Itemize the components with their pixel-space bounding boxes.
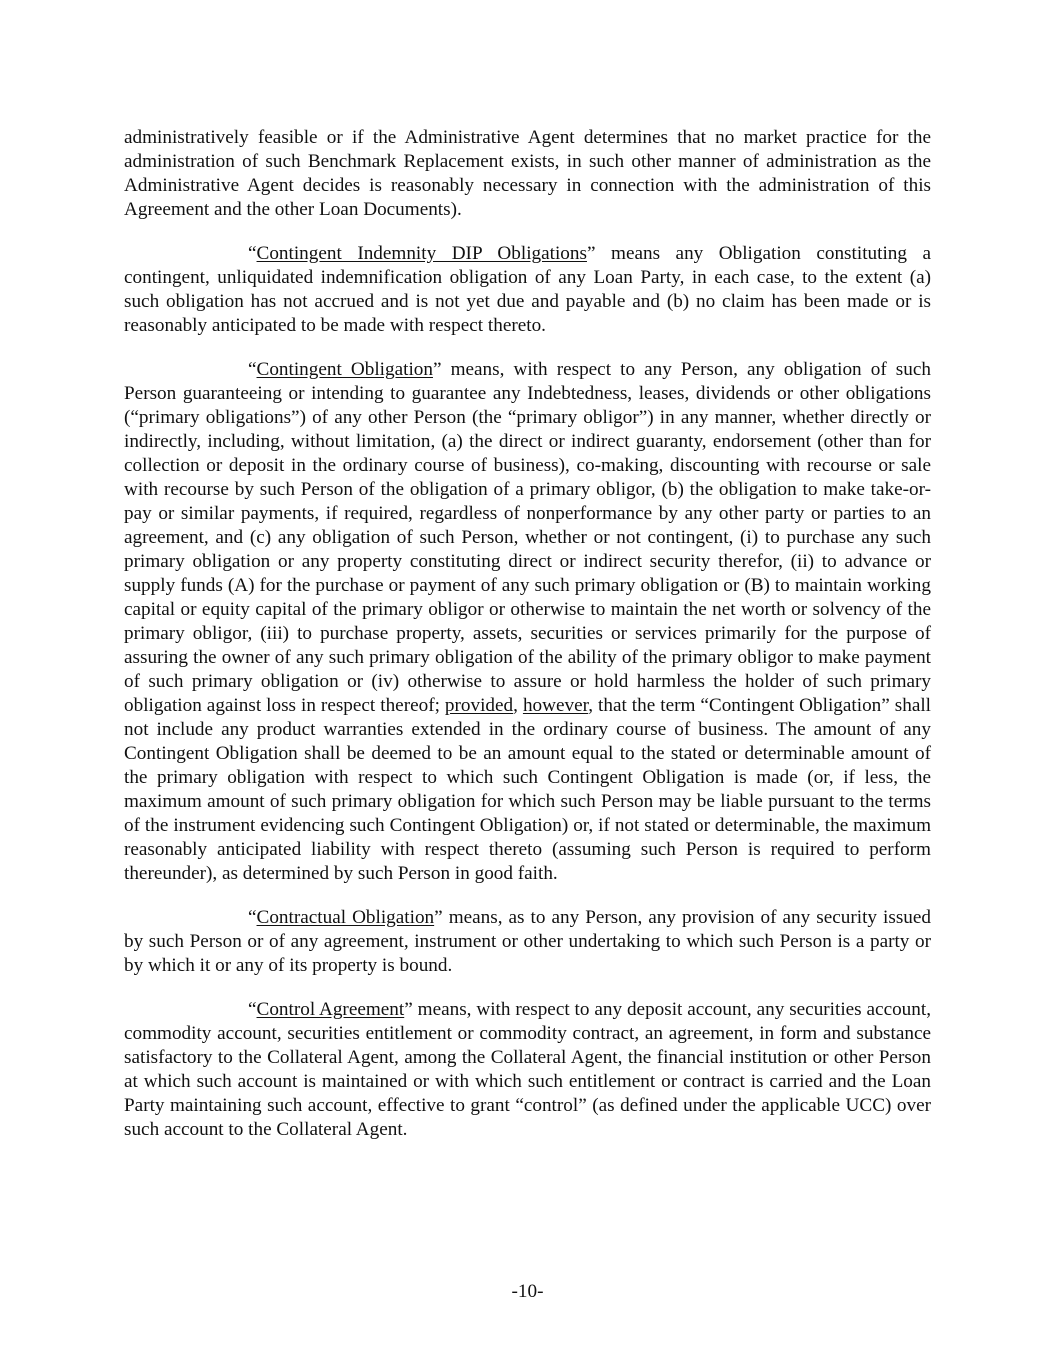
definition-text: means, with respect to any Person, any obligation of such Person guaranteeing or intending to guarantee any Indebtedness, leases, dividends or other obligations (“primary obligations”) of any other Person (the “primary obligor”) in any manner, whether directly or indirectly, including, without limitation, (a) the direct or indirect guaranty, endorsement (other than for collection or deposit in the ordinary course of business), co-making, discounting with recourse or sale with recourse by such Person of the obligation of a primary obligor, (b) the obligation to make take-or-pay or similar payments, if required, regardless of nonperformance by any other party or parties to an agreement, and (c) any obligation of such Person, whether or not contingent, (i) to purchase any such primary obligation or any property constituting direct or indirect security therefor, (ii) to advance or supply funds (A) for the purchase or payment of any such primary obligation or (B) to maintain working capital or equity capital of the primary obligor or otherwise to maintain the net worth or solvency of the primary obligor, (iii) to purchase property, assets, securities or services primarily for the purpose of assuring the owner of any such primary obligation of the ability of the primary obligor to make payment of such primary obligation or (iv) otherwise to assure or hold harmless the holder of such primary obligation against loss in respect thereof; (124, 359, 931, 716)
proviso-separator: , (513, 695, 523, 716)
proviso-however: however (522, 695, 589, 716)
definition-text: means any Obligation constituting a contingent, unliquidated indemnification obligation of any Loan Party, in each case, to the extent (a) such obligation has not accrued and is not yet due and payable and (b) no claim has been made or is reasonably anticipated to be made with respect thereto. (124, 243, 931, 336)
defined-term: Contingent Obligation (256, 359, 433, 380)
defined-term: Contractual Obligation (256, 907, 435, 928)
definition-contingent-indemnity-dip-obligations (124, 242, 931, 338)
defined-term: Control Agreement (256, 999, 405, 1020)
open-quote: “ (248, 999, 257, 1020)
definition-text-continued: , that the term “Contingent Obligation” shall not include any product warranties extended in the ordinary course of business. The amount of any Contingent Obligation shall be deemed to be an amount equal to the stated or determinable amount of the primary obligation with respect to which such Contingent Obligation is made (or, if less, the maximum amount of such primary obligation for which such Person may be liable pursuant to the terms of the instrument evidencing such Contingent Obligation) or, if not stated or determinable, the maximum reasonably anticipated liability with respect thereto (assuming such Person is required to perform thereunder), as determined by such Person in good faith. (124, 695, 932, 884)
defined-term: Contingent Indemnity DIP Obligations (256, 243, 587, 264)
definition-contingent-obligation (124, 358, 931, 886)
definition-control-agreement (124, 998, 931, 1142)
close-quote: ” (434, 907, 443, 928)
paragraph-text: administratively feasible or if the Administrative Agent determines that no market practice for the administration of such Benchmark Replacement exists, in such other manner of administration as the Administrative Agent decides is reasonably necessary in connection with the administration of this Agreement and the other Loan Documents). (124, 127, 931, 220)
proviso-provided: provided (444, 695, 514, 716)
definition-text: means, with respect to any deposit account, any securities account, commodity account, securities entitlement or commodity contract, an agreement, in form and substance satisfactory to the Collateral Agent, among the Collateral Agent, the financial institution or other Person at which such account is maintained or with which such entitlement or contract is carried and the Loan Party maintaining such account, effective to grant “control” (as defined under the applicable UCC) over such account to the Collateral Agent. (124, 999, 931, 1140)
close-quote: ” (404, 999, 413, 1020)
open-quote: “ (248, 359, 257, 380)
page-number: -10- (511, 1281, 544, 1302)
definition-text: means, as to any Person, any provision of any security issued by such Person or of any agreement, instrument or other undertaking to which such Person is a party or by which it or any of its property is bound. (124, 907, 931, 976)
paragraph-continuation (124, 126, 931, 222)
open-quote: “ (248, 907, 257, 928)
open-quote: “ (248, 243, 257, 264)
definition-contractual-obligation (124, 906, 931, 978)
document-page (124, 126, 931, 1162)
close-quote: ” (432, 359, 442, 380)
close-quote: ” (586, 243, 596, 264)
